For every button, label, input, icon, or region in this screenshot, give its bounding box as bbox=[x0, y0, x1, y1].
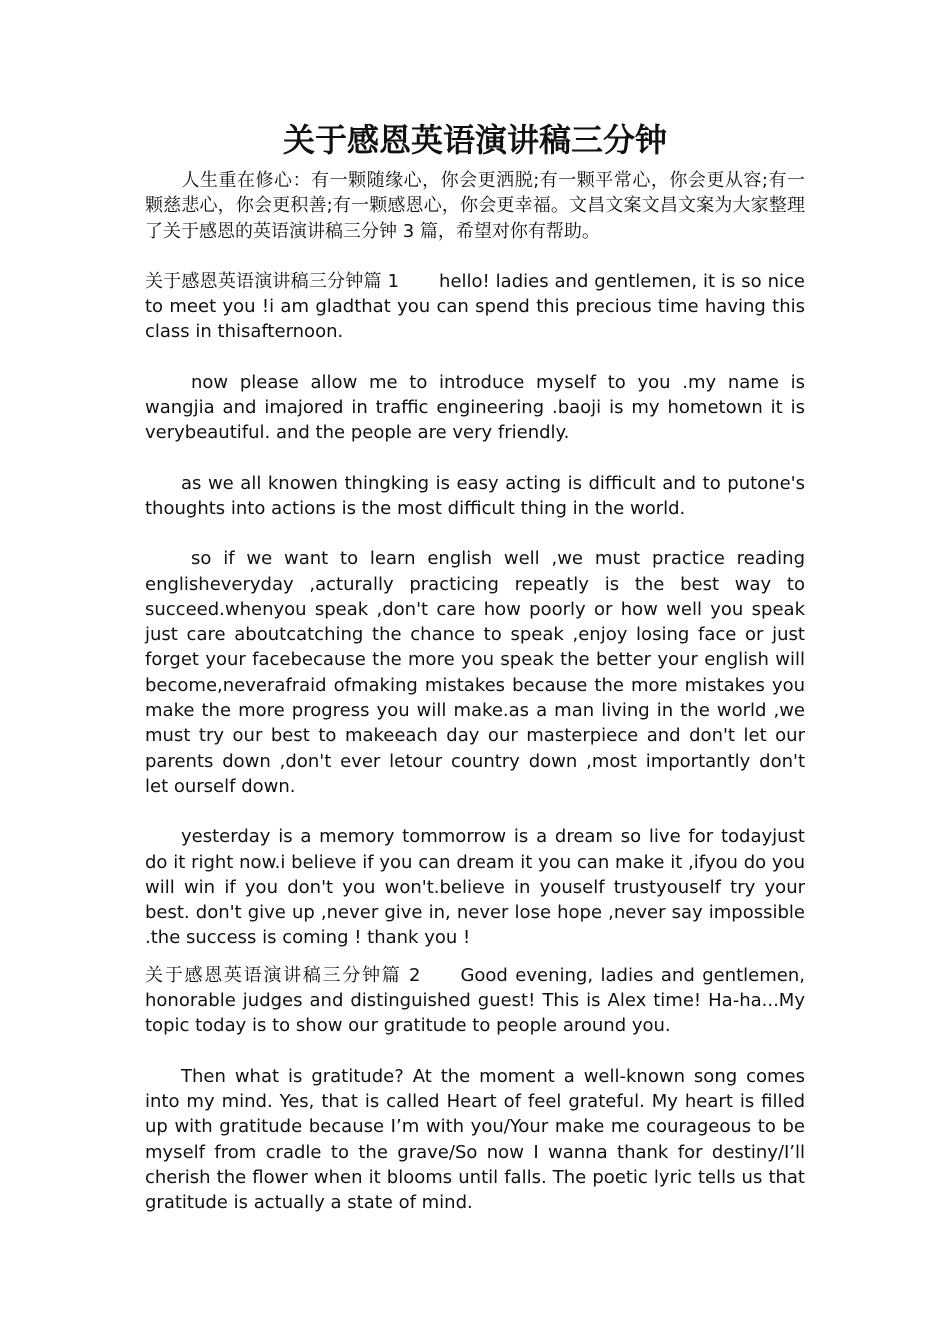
section2-paragraph-2: Then what is gratitude? At the moment a well-known song comes into my mind. Yes, that is called Heart of feel grateful. My heart is filled up with gratitude because I’m with you/Your make me courageous to be myself from cradle to the grave/So now I wanna thank for destiny/I’ll cherish the flower when it blooms until falls. The poetic lyric tells us that gratitude is actually a state of mind. bbox=[145, 1065, 805, 1214]
section1-paragraph bbox=[145, 370, 805, 446]
section1-paragraph-4: so if we want to learn english well ,we must practice reading englisheveryday ,acturally practicing repeatly is the best way to succeed.whenyou speak ,don't care how poorly or how well you speak just care aboutcatching the chance to speak ,enjoy losing face or just forget your facebecause the more you speak the better your english will become,neverafraid ofmaking mistakes because the more mistakes you make the more progress you will make.as a man living in the world ,we must try our best to makeeach day our masterpiece and don't let our parents down ,don't ever letour country down ,most importantly don't let ourself down. bbox=[145, 548, 805, 797]
intro-text: 人生重在修心：有一颗随缘心，你会更洒脱;有一颗平常心，你会更从容;有一颗慈悲心，你会更积善;有一颗感恩心，你会更幸福。文昌文案文昌文案为大家整理了关于感恩的英语演讲稿三分钟 3 篇，希望对你有帮助。 bbox=[145, 170, 805, 242]
document-title: 关于感恩英语演讲稿三分钟 bbox=[282, 121, 667, 159]
section2-paragraph bbox=[145, 1064, 805, 1216]
section1-paragraph-3: as we all knowen thingking is easy acting is difficult and to putone's thoughts into actions is the most difficult thing in the world. bbox=[145, 472, 805, 519]
section2-first-paragraph bbox=[145, 963, 805, 1039]
section1-paragraph bbox=[145, 546, 805, 799]
section1-heading: 关于感恩英语演讲稿三分钟篇 1 bbox=[145, 270, 400, 292]
section2-heading: 关于感恩英语演讲稿三分钟篇 2 bbox=[145, 964, 421, 986]
section1-paragraph bbox=[145, 824, 805, 950]
document-page bbox=[145, 118, 805, 1215]
section1-paragraph-1: hello! ladies and gentlemen, it is so nice to meet you !i am gladthat you can spend this precious time having this class in thisafternoon. bbox=[145, 270, 805, 343]
section1-first-paragraph bbox=[145, 269, 805, 345]
section1-paragraph-2: now please allow me to introduce myself to you .my name is wangjia and imajored in traffic engineering .baoji is my hometown it is verybeautiful. and the people are very friendly. bbox=[145, 371, 805, 444]
intro-paragraph bbox=[145, 168, 805, 244]
section1-paragraph-5: yesterday is a memory tommorrow is a dream so live for todayjust do it right now.i believe if you can dream it you can make it ,ifyou do you will win if you don't you won't.believe in youself trustyouself try your best. don't give up ,never give in, never lose hope ,never say impossible .the success is coming ! thank you ! bbox=[145, 826, 805, 949]
section1-paragraph bbox=[145, 471, 805, 522]
section2-paragraph-1: Good evening, ladies and gentlemen, honorable judges and distinguished guest! This is Alex time! Ha-ha...My topic today is to show our gratitude to people around you. bbox=[145, 964, 805, 1037]
